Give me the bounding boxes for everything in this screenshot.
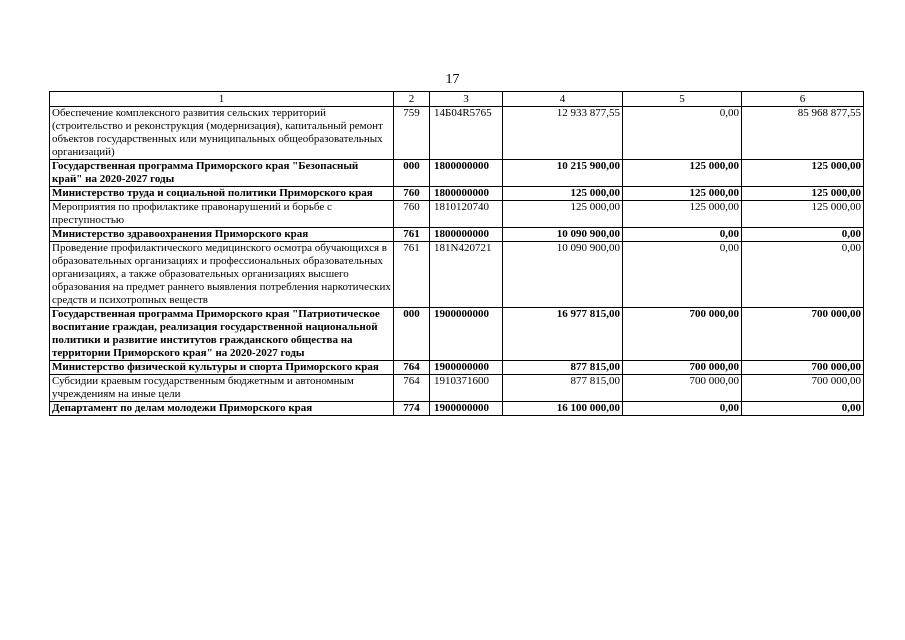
- row-program-code: 1800000000: [430, 187, 503, 201]
- row-amount-col5: 700 000,00: [623, 361, 742, 375]
- row-amount-col6: 700 000,00: [742, 375, 864, 402]
- table-row: [50, 160, 864, 187]
- table-row: [50, 228, 864, 242]
- row-department-code: 760: [394, 201, 430, 228]
- row-name: Государственная программа Приморского края "Патриотическое воспитание граждан, реализация государственной национальной политики и развитие институтов гражданского общества на территории Приморского края" на 2020-2027 годы: [50, 308, 394, 361]
- row-amount-col4: 877 815,00: [503, 375, 623, 402]
- row-program-code: 14Б04R5765: [430, 107, 503, 160]
- row-department-code: 760: [394, 187, 430, 201]
- table-row: [50, 201, 864, 228]
- page-number: 17: [445, 72, 460, 87]
- row-department-code: 761: [394, 228, 430, 242]
- row-amount-col6: 0,00: [742, 242, 864, 308]
- table-body: [50, 107, 864, 416]
- table-row: [50, 187, 864, 201]
- row-amount-col5: 125 000,00: [623, 160, 742, 187]
- row-amount-col5: 125 000,00: [623, 201, 742, 228]
- row-program-code: 1900000000: [430, 402, 503, 416]
- column-header: 3: [430, 92, 503, 107]
- row-amount-col6: 0,00: [742, 402, 864, 416]
- row-amount-col5: 700 000,00: [623, 308, 742, 361]
- row-program-code: 181N420721: [430, 242, 503, 308]
- row-amount-col5: 700 000,00: [623, 375, 742, 402]
- row-amount-col4: 125 000,00: [503, 187, 623, 201]
- row-amount-col6: 700 000,00: [742, 308, 864, 361]
- row-amount-col5: 0,00: [623, 242, 742, 308]
- row-department-code: 761: [394, 242, 430, 308]
- row-department-code: 774: [394, 402, 430, 416]
- row-name: Департамент по делам молодежи Приморского края: [50, 402, 394, 416]
- row-program-code: 1800000000: [430, 228, 503, 242]
- row-amount-col4: 125 000,00: [503, 201, 623, 228]
- row-amount-col4: 16 100 000,00: [503, 402, 623, 416]
- table-row: [50, 361, 864, 375]
- column-header: 6: [742, 92, 864, 107]
- row-amount-col5: 0,00: [623, 107, 742, 160]
- table-header-row: [50, 92, 864, 107]
- row-name: Министерство здравоохранения Приморского края: [50, 228, 394, 242]
- row-amount-col5: 0,00: [623, 402, 742, 416]
- row-program-code: 1910371600: [430, 375, 503, 402]
- row-program-code: 1900000000: [430, 308, 503, 361]
- column-header: 2: [394, 92, 430, 107]
- row-amount-col5: 0,00: [623, 228, 742, 242]
- row-program-code: 1810120740: [430, 201, 503, 228]
- row-name: Министерство физической культуры и спорта Приморского края: [50, 361, 394, 375]
- row-program-code: 1900000000: [430, 361, 503, 375]
- row-department-code: 000: [394, 308, 430, 361]
- row-amount-col6: 125 000,00: [742, 160, 864, 187]
- row-name: Государственная программа Приморского края "Безопасный край" на 2020-2027 годы: [50, 160, 394, 187]
- row-amount-col5: 125 000,00: [623, 187, 742, 201]
- row-amount-col6: 125 000,00: [742, 187, 864, 201]
- row-name: Субсидии краевым государственным бюджетным и автономным учреждениям на иные цели: [50, 375, 394, 402]
- row-amount-col4: 10 090 900,00: [503, 242, 623, 308]
- table-row: [50, 375, 864, 402]
- row-department-code: 764: [394, 375, 430, 402]
- row-amount-col6: 85 968 877,55: [742, 107, 864, 160]
- row-department-code: 000: [394, 160, 430, 187]
- row-amount-col6: 700 000,00: [742, 361, 864, 375]
- row-name: Мероприятия по профилактике правонарушений и борьбе с преступностью: [50, 201, 394, 228]
- row-amount-col4: 12 933 877,55: [503, 107, 623, 160]
- table-row: [50, 107, 864, 160]
- row-amount-col6: 0,00: [742, 228, 864, 242]
- table-row: [50, 402, 864, 416]
- row-name: Министерство труда и социальной политики Приморского края: [50, 187, 394, 201]
- row-name: Проведение профилактического медицинского осмотра обучающихся в образовательных организациях и профессиональных образовательных организациях, а также образовательных организациях высшего образования на предмет раннего выявления потребления наркотических средств и психотропных веществ: [50, 242, 394, 308]
- row-amount-col4: 10 215 900,00: [503, 160, 623, 187]
- row-amount-col4: 877 815,00: [503, 361, 623, 375]
- table-row: [50, 308, 864, 361]
- column-header: 4: [503, 92, 623, 107]
- table-row: [50, 242, 864, 308]
- column-header: 1: [50, 92, 394, 107]
- row-amount-col4: 10 090 900,00: [503, 228, 623, 242]
- column-header: 5: [623, 92, 742, 107]
- budget-table: [49, 91, 864, 416]
- row-department-code: 764: [394, 361, 430, 375]
- row-name: Обеспечение комплексного развития сельских территорий (строительство и реконструкция (модернизация), капитальный ремонт объектов государственных или муниципальных общеобразовательных организаций): [50, 107, 394, 160]
- row-amount-col4: 16 977 815,00: [503, 308, 623, 361]
- row-department-code: 759: [394, 107, 430, 160]
- row-program-code: 1800000000: [430, 160, 503, 187]
- row-amount-col6: 125 000,00: [742, 201, 864, 228]
